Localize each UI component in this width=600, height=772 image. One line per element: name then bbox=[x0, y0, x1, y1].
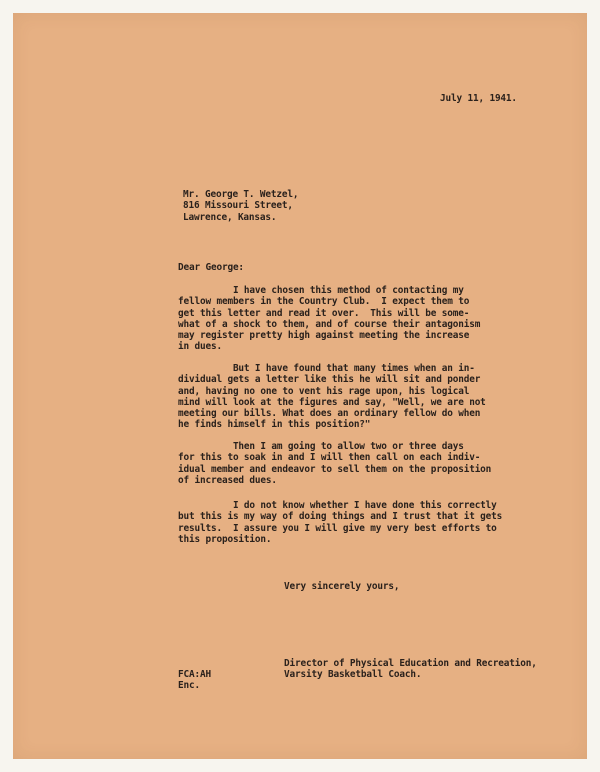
address-line: Mr. George T. Wetzel, bbox=[183, 189, 299, 200]
body-line: meeting our bills. What does an ordinary fellow do when bbox=[178, 408, 481, 420]
body-line: Then I am going to allow two or three days bbox=[178, 441, 464, 452]
body-line: mind will look at the figures and say, "Well, we are not bbox=[178, 396, 486, 408]
body-paragraph-2 bbox=[178, 363, 486, 431]
body-line: get this letter and read it over. This will be some- bbox=[178, 307, 470, 319]
body-paragraph-3 bbox=[178, 441, 491, 486]
letter-date: July 11, 1941. bbox=[440, 93, 517, 104]
address-line: 816 Missouri Street, bbox=[183, 200, 293, 212]
body-line: but this is my way of doing things and I trust that it gets bbox=[178, 511, 503, 523]
reference-initials bbox=[178, 669, 211, 692]
complimentary-closing: Very sincerely yours, bbox=[284, 581, 400, 592]
title-line: Varsity Basketball Coach. bbox=[284, 669, 422, 681]
body-line: dividual gets a letter like this he will sit and ponder bbox=[178, 374, 481, 386]
body-line: I do not know whether I have done this correctly bbox=[178, 500, 497, 511]
signature-title bbox=[284, 658, 537, 681]
inside-address bbox=[183, 189, 298, 223]
body-line: idual member and endeavor to sell them on the proposition bbox=[178, 463, 492, 475]
body-paragraph-4 bbox=[178, 500, 502, 545]
initials-line: FCA:AH bbox=[178, 669, 211, 680]
address-line: Lawrence, Kansas. bbox=[183, 211, 277, 223]
enclosure-line: Enc. bbox=[178, 680, 200, 692]
body-paragraph-1 bbox=[178, 285, 480, 353]
body-line: and, having no one to vent his rage upon, his logical bbox=[178, 385, 470, 397]
body-line: may register pretty high against meeting the increase bbox=[178, 330, 470, 342]
body-line: this proposition. bbox=[178, 533, 272, 545]
body-line: of increased dues. bbox=[178, 474, 277, 486]
body-line: I have chosen this method of contacting my bbox=[178, 285, 464, 296]
letter-page bbox=[13, 13, 587, 759]
body-line: he finds himself in this position?" bbox=[178, 419, 371, 431]
body-line: what of a shock to them, and of course their antagonism bbox=[178, 318, 481, 330]
title-line: Director of Physical Education and Recreation, bbox=[284, 658, 537, 669]
body-line: results. I assure you I will give my very best efforts to bbox=[178, 522, 497, 534]
body-line: in dues. bbox=[178, 341, 222, 353]
salutation: Dear George: bbox=[178, 262, 244, 273]
body-line: fellow members in the Country Club. I expect them to bbox=[178, 296, 470, 308]
body-line: But I have found that many times when an in- bbox=[178, 363, 475, 374]
body-line: for this to soak in and I will then call on each indiv- bbox=[178, 452, 481, 464]
